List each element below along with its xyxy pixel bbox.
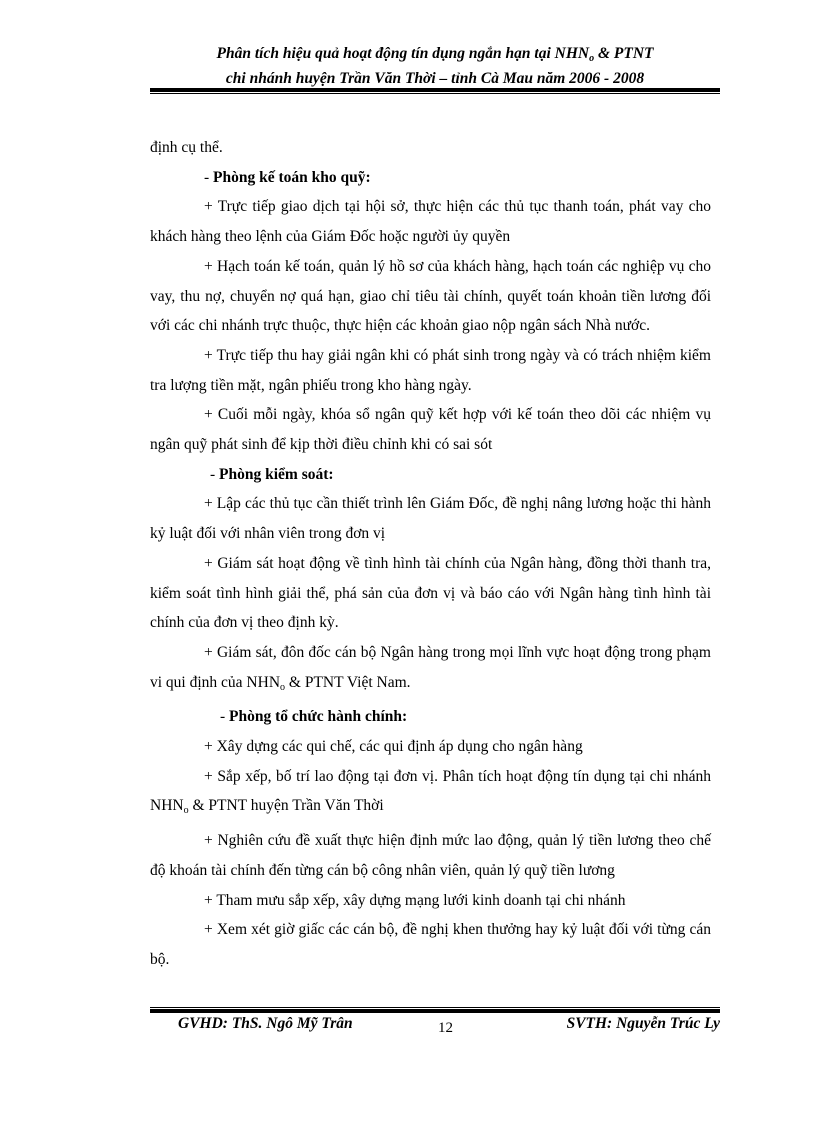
- paragraph: + Trực tiếp giao dịch tại hội sở, thực hiện các thủ tục thanh toán, phát vay cho khách hàng theo lệnh của Giám Đốc hoặc người ủy quyền: [150, 198, 711, 246]
- paragraph: + Lập các thủ tục cần thiết trình lên Giám Đốc, đề nghị nâng lương hoặc thi hành kỷ luật đối với nhân viên trong đơn vị: [150, 495, 711, 543]
- paragraph: + Giám sát hoạt động về tình hình tài chính của Ngân hàng, đồng thời thanh tra, kiểm soát tình hình giải thể, phá sản của đơn vị và báo cáo với Ngân hàng tình hình tài chính của đơn vị theo định kỳ.: [150, 554, 711, 632]
- paragraph: + Tham mưu sắp xếp, xây dựng mạng lưới kinh doanh tại chi nhánh: [204, 891, 626, 909]
- section-heading-accounting: - Phòng kế toán kho quỹ:: [204, 168, 371, 186]
- header-title-line1: Phân tích hiệu quả hoạt động tín dụng ngắn hạn tại $NHN_o$ & PTNT: [216, 45, 654, 64]
- paragraph: + Trực tiếp thu hay giải ngân khi có phát sinh trong ngày và có trách nhiệm kiểm tra lượng tiền mặt, ngân phiếu trong kho hàng ngày.: [150, 346, 711, 394]
- paragraph: định cụ thể.: [150, 139, 223, 156]
- paragraph: + Nghiên cứu đề xuất thực hiện định mức lao động, quản lý tiền lương theo chế độ khoán tài chính đến từng cán bộ công nhân viên, quản lý quỹ tiền lương: [150, 832, 711, 879]
- paragraph: + Sắp xếp, bố trí lao động tại đơn vị. Phân tích hoạt động tín dụng tại chi nhánh $NHN_o$ & PTNT huyện Trần Văn Thời: [150, 767, 711, 817]
- paragraph: + Cuối mỗi ngày, khóa sổ ngân quỹ kết hợp với kế toán theo dõi các nhiệm vụ ngân quỹ phát sinh để kịp thời điều chỉnh khi có sai sót: [150, 406, 711, 454]
- footer-advisor: GVHD: ThS. Ngô Mỹ Trân: [178, 1015, 353, 1032]
- page-number: 12: [438, 1020, 453, 1036]
- paragraph: + Giám sát, đôn đốc cán bộ Ngân hàng trong mọi lĩnh vực hoạt động trong phạm vi qui định của $NHN_o$ & PTNT Việt Nam.: [150, 643, 711, 693]
- paragraph: + Xem xét giờ giấc các cán bộ, đề nghị khen thưởng hay kỷ luật đối với từng cán bộ.: [150, 921, 711, 968]
- paragraph: + Xây dựng các qui chế, các qui định áp dụng cho ngân hàng: [204, 738, 583, 756]
- section-heading-control: - Phòng kiểm soát:: [210, 465, 334, 483]
- footer-student: SVTH: Nguyễn Trúc Ly: [566, 1015, 720, 1032]
- header-title-line2: chi nhánh huyện Trần Văn Thời – tỉnh Cà Mau năm 2006 - 2008: [225, 70, 645, 87]
- section-heading-admin: - Phòng tổ chức hành chính:: [220, 708, 408, 726]
- paragraph: + Hạch toán kế toán, quản lý hồ sơ của khách hàng, hạch toán các nghiệp vụ cho vay, thu nợ, chuyển nợ quá hạn, giao chỉ tiêu tài chính, quyết toán khoản tiền lương đối với các chi nhánh trực thuộc, thực hiện các khoản giao nộp ngân sách Nhà nước.: [150, 257, 711, 335]
- page-header: [150, 44, 720, 89]
- document-body: [150, 133, 711, 975]
- footer-divider: [150, 1007, 720, 1013]
- header-divider: [150, 88, 720, 94]
- page-footer: [150, 1015, 720, 1039]
